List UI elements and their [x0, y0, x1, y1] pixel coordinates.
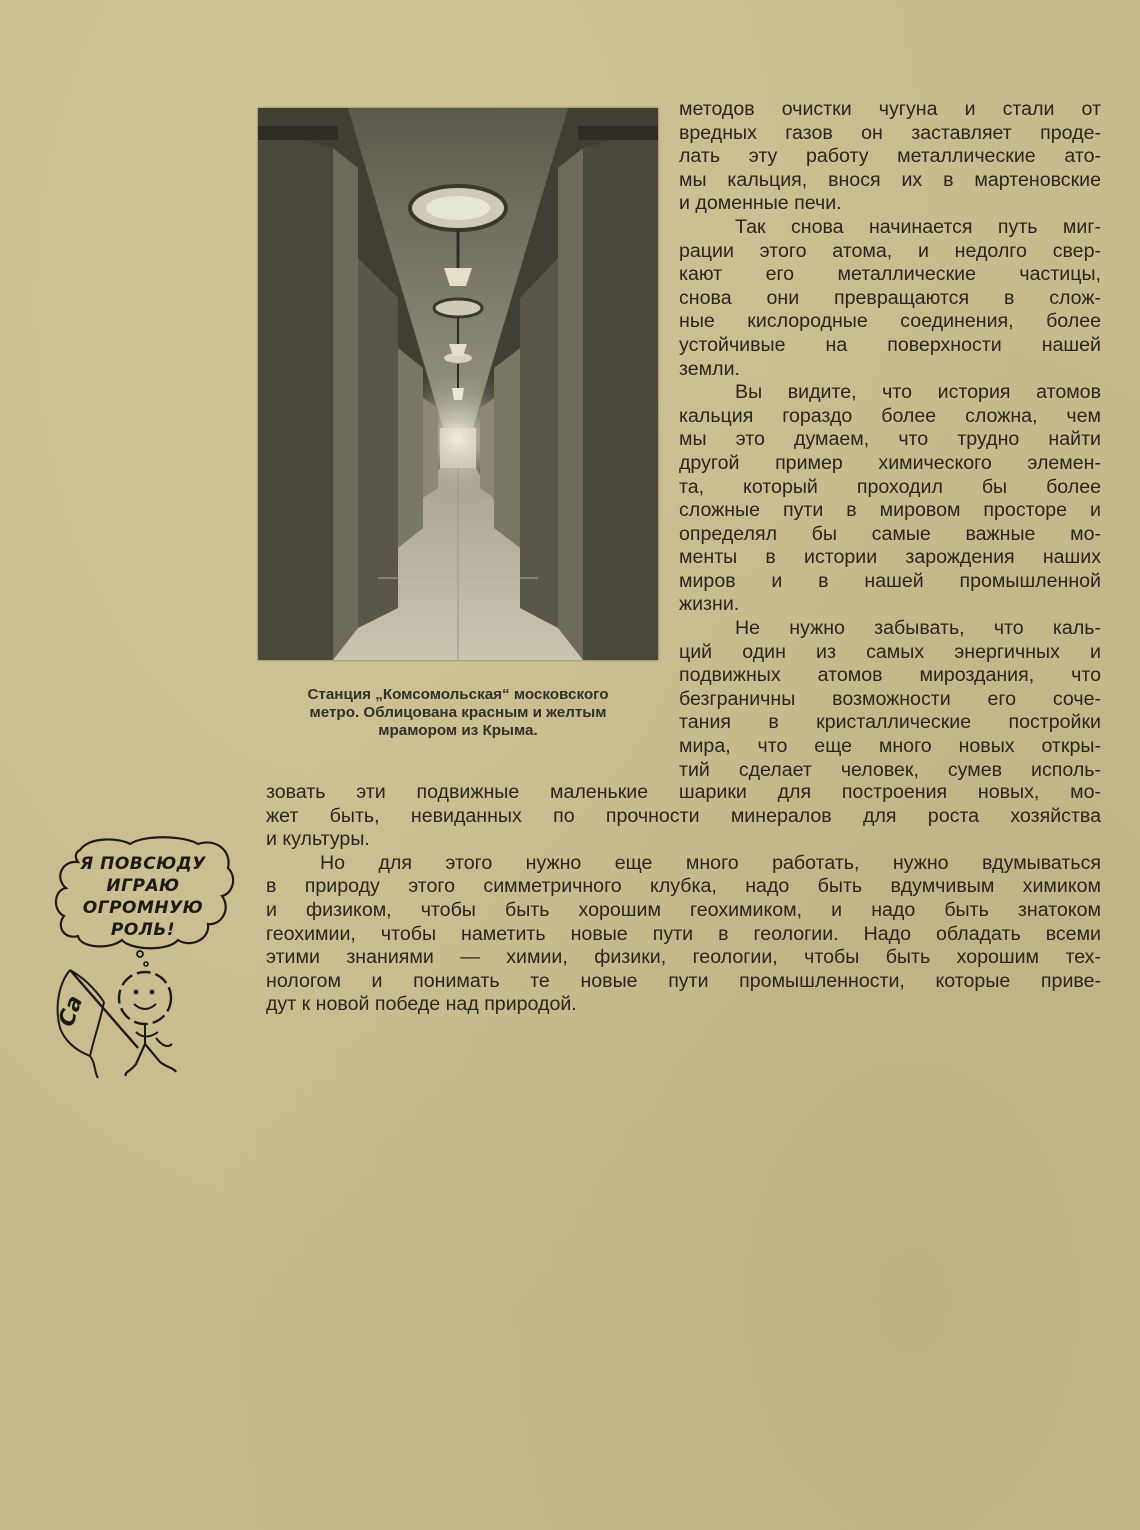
caption-line: метро. Облицована красным и желтым	[309, 704, 607, 721]
speech-bubble-text	[50, 853, 236, 941]
text-line: и культуры.	[266, 828, 370, 851]
text-line: лать эту работу металлические ато-	[679, 145, 1101, 168]
text-line: рации этого атома, и недолго свер-	[679, 239, 1101, 262]
text-line: жизни.	[679, 593, 740, 616]
text-line: миров и в нашей промышленной	[679, 569, 1101, 592]
text-line: и физиком, чтобы быть хорошим геохимиком, и надо быть знатоком	[266, 898, 1101, 921]
text-line: кальция гораздо более сложна, чем	[679, 404, 1101, 427]
text-line: Не нужно забывать, что каль-	[735, 617, 1101, 640]
text-line: ций один из самых энергичных и	[679, 640, 1101, 663]
text-line: в природу этого симметричного клубка, надо быть вдумчивым химиком	[266, 875, 1101, 898]
text-line: методов очистки чугуна и стали от	[679, 98, 1101, 120]
text-line: тий сделает человек, сумев исполь-	[679, 758, 1101, 781]
text-line: и доменные печи.	[679, 192, 842, 215]
ca-flag-label: Ca	[54, 992, 89, 1031]
text-line: устойчивые на поверхности нашей	[679, 333, 1101, 356]
text-line: тания в кристаллические постройки	[679, 711, 1101, 734]
caption-line: Станция „Комсомольская“ московского	[307, 686, 609, 703]
text-line: земли.	[679, 357, 740, 380]
full-width-text	[266, 781, 1101, 1017]
text-line: сложные пути в мировом просторе и	[679, 499, 1101, 522]
text-line: нологом и понимать те новые пути промышленности, которые приве-	[266, 969, 1101, 992]
text-line: Но для этого нужно еще много работать, нужно вдумываться	[320, 851, 1101, 874]
text-line: мы это думаем, что трудно найти	[679, 428, 1101, 451]
text-line: подвижных атомов мироздания, что	[679, 664, 1101, 687]
text-line: определял бы самые важные мо-	[679, 522, 1101, 545]
text-line: этими знаниями — химии, физики, геологии, чтобы быть хорошим тех-	[266, 946, 1101, 969]
text-line: дут к новой победе над природой.	[266, 993, 577, 1016]
text-line: вредных газов он заставляет проде-	[679, 121, 1101, 144]
text-line: кают его металлические частицы,	[679, 263, 1101, 286]
bubble-line: ИГРАЮ	[106, 876, 180, 896]
text-line: ные кислородные соединения, более	[679, 310, 1101, 333]
photo-caption	[256, 686, 660, 740]
text-line: жет быть, невиданных по прочности минералов для роста хозяйства	[266, 804, 1101, 827]
text-line: геохимии, чтобы наметить новые пути в геологии. Надо обладать всеми	[266, 922, 1101, 945]
caption-line: мрамором из Крыма.	[378, 722, 538, 739]
atom-face	[119, 972, 176, 1076]
text-line: та, который проходил бы более	[679, 475, 1101, 498]
metro-station-photo	[258, 108, 658, 660]
text-line: Вы видите, что история атомов	[735, 381, 1101, 404]
text-line: безграничны возможности его соче-	[679, 687, 1101, 710]
text-line: мы кальция, внося их в мартеновские	[679, 168, 1101, 191]
bubble-line: ОГРОМНУЮ	[82, 898, 204, 918]
right-text-column	[679, 98, 1101, 782]
text-line: Так снова начинается путь миг-	[735, 215, 1101, 238]
text-line: снова они превращаются в слож-	[679, 286, 1101, 309]
bubble-line: Я ПОВСЮДУ	[80, 854, 206, 874]
text-line: менты в истории зарождения наших	[679, 546, 1101, 569]
text-line: другой пример химического элемен-	[679, 451, 1101, 474]
text-line: зовать эти подвижные маленькие шарики для построения новых, мо-	[266, 781, 1101, 803]
text-line: мира, что еще много новых откры-	[679, 735, 1101, 758]
bubble-line: РОЛЬ!	[110, 920, 176, 940]
